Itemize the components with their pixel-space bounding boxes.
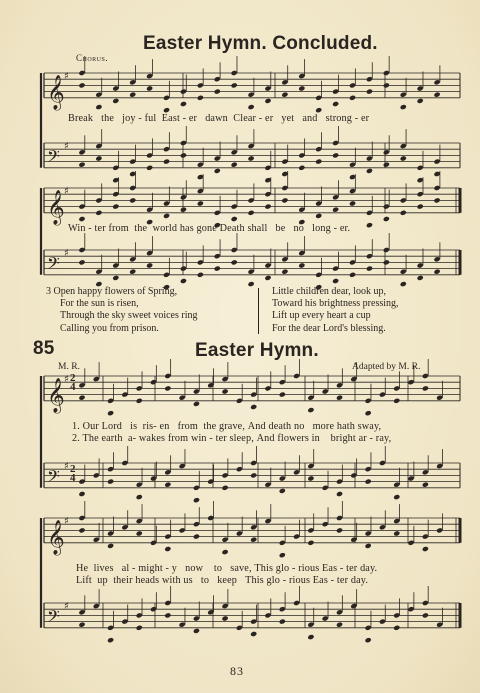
note-head [180, 101, 187, 107]
lyric: Death [219, 223, 245, 234]
note-head [248, 210, 255, 216]
lyric: day. [350, 575, 369, 586]
note-head [336, 491, 343, 497]
sharp-sign: ♯ [64, 461, 69, 472]
note-head [279, 392, 286, 398]
note-head [214, 266, 221, 272]
note-head [307, 407, 314, 413]
verse-line: Calling you from prison. [60, 322, 159, 334]
note-head [95, 155, 102, 161]
note-head [332, 152, 339, 158]
lyric: Lift [76, 575, 92, 586]
lyric: world [152, 223, 178, 234]
note-head [248, 104, 255, 110]
note-head [349, 272, 356, 278]
note-head [193, 497, 200, 503]
note-head [197, 95, 204, 101]
lyric: save, [230, 563, 252, 574]
note-head [332, 278, 339, 284]
note-head [298, 85, 305, 91]
lyric: heads [135, 575, 160, 586]
note-head [248, 155, 255, 161]
note-head [434, 197, 441, 203]
lyric: be [275, 223, 286, 234]
note-head [129, 269, 136, 275]
lyric: no [293, 421, 305, 432]
note-head [365, 637, 372, 643]
note-head [107, 543, 114, 549]
note-head [417, 98, 424, 104]
note-head [78, 527, 85, 533]
lyric: ter [336, 575, 349, 586]
system4-lyrics-line2 [76, 575, 368, 586]
lyric: to [200, 575, 210, 586]
note-head [307, 540, 314, 546]
note-head [214, 89, 221, 95]
lyric: ris- [142, 421, 157, 432]
verse3-left [46, 286, 197, 335]
bass-clef: 𝄢 [47, 605, 60, 630]
note-head [222, 388, 229, 394]
lyric: ter [94, 223, 106, 234]
note-head [264, 98, 271, 104]
verse-line: For the sun is risen, [60, 298, 139, 310]
lyric: - [165, 563, 170, 574]
note-head [383, 216, 390, 222]
lyric: up [97, 575, 108, 586]
sharp-sign: ♯ [64, 601, 69, 612]
note-head [222, 549, 229, 555]
lyric: Clear [233, 113, 257, 124]
note-head [279, 488, 286, 494]
note-head [281, 269, 288, 275]
note-head [400, 210, 407, 216]
lyric: al [121, 563, 130, 574]
author-right: Adapted by M. R. [352, 362, 421, 372]
lyric: a- [127, 433, 137, 444]
lyric: in [311, 433, 320, 444]
note-head [112, 204, 119, 210]
lyric: er [188, 113, 198, 124]
time-signature [70, 374, 76, 392]
lyric: and [302, 113, 318, 124]
lyric: And [247, 421, 266, 432]
lyric: joy [122, 113, 136, 124]
lyric: win [190, 433, 207, 444]
note-head [146, 85, 153, 91]
note-head [250, 537, 257, 543]
verse-line: For the dear Lord's blessing. [272, 322, 386, 334]
lyric: no [293, 223, 305, 234]
lyric: - [333, 223, 338, 234]
note-head [107, 637, 114, 643]
note-head [366, 89, 373, 95]
lyric: ful [144, 113, 157, 124]
time-sig-top: 2 [70, 463, 76, 475]
note-head [193, 628, 200, 634]
note-head [279, 552, 286, 558]
note-head [400, 155, 407, 161]
note-head [279, 619, 286, 625]
verse-divider [258, 288, 259, 334]
lyric: lives [93, 563, 114, 574]
note-head [164, 546, 171, 552]
time-sig-top: 2 [70, 372, 76, 384]
lyric: en [159, 421, 170, 432]
note-head [365, 410, 372, 416]
lyric: the [203, 421, 217, 432]
note-head [95, 210, 102, 216]
lyric: ar [358, 433, 367, 444]
hymn-title-concluded: Easter Hymn. Concluded. [143, 33, 378, 54]
note-head [434, 92, 441, 98]
note-head [336, 527, 343, 533]
note-head [193, 401, 200, 407]
note-head [332, 101, 339, 107]
note-head [250, 404, 257, 410]
note-head [136, 398, 143, 404]
lyric: This [254, 563, 274, 574]
note-head [393, 625, 400, 631]
lyric: from [177, 421, 198, 432]
note-head [231, 82, 238, 88]
note-head [422, 612, 429, 618]
lyric: y [171, 563, 178, 574]
system3-lyrics-line2 [72, 433, 391, 444]
note-head [136, 494, 143, 500]
bass-clef: 𝄢 [47, 145, 60, 170]
lyric: might [138, 563, 163, 574]
note-head [365, 543, 372, 549]
note-head [231, 162, 238, 168]
system1-lyrics-row [68, 113, 369, 124]
note-head [393, 398, 400, 404]
lyric: This [245, 575, 264, 586]
lyric: er. [339, 223, 351, 234]
note-head [222, 485, 229, 491]
note-head [78, 82, 85, 88]
note-head [349, 200, 356, 206]
sharp-sign: ♯ [64, 516, 69, 527]
verse-line: Little children dear, look up, [272, 286, 387, 297]
lyric: us [183, 575, 193, 586]
system4-lyrics-line1 [76, 563, 377, 574]
lyric: glo [275, 563, 290, 574]
lyric: yet [281, 113, 295, 124]
note-head [307, 634, 314, 640]
lyric: Eas [322, 563, 338, 574]
treble-clef: 𝄞 [47, 519, 65, 555]
treble-clef: 𝄞 [47, 74, 65, 110]
lyric: with [161, 575, 181, 586]
lyric: ray, [375, 433, 392, 444]
note-head [180, 207, 187, 213]
note-head [136, 530, 143, 536]
lyric: ter [346, 563, 358, 574]
note-head [250, 472, 257, 478]
note-head [417, 275, 424, 281]
lyric: rious [298, 563, 320, 574]
lyric: now [185, 563, 204, 574]
note-head [107, 479, 114, 485]
note-head [298, 165, 305, 171]
verse-line: Through the sky sweet voices ring [60, 310, 198, 322]
lyric: gone [196, 223, 217, 234]
note-head [383, 259, 390, 265]
lyric: - [258, 113, 263, 124]
note-head [349, 95, 356, 101]
note-head [383, 82, 390, 88]
note-head [78, 259, 85, 265]
hymn-title: Easter Hymn. [195, 340, 319, 361]
note-head [422, 482, 429, 488]
lyric: to [213, 563, 223, 574]
lyric: er [360, 113, 370, 124]
note-head [95, 104, 102, 110]
note-head [180, 278, 187, 284]
note-head [250, 631, 257, 637]
note-head [78, 162, 85, 168]
lyric: - [282, 575, 287, 586]
note-head [332, 207, 339, 213]
lyric: sway, [357, 421, 382, 432]
sharp-sign: ♯ [64, 374, 69, 385]
note-head [365, 479, 372, 485]
note-head [434, 269, 441, 275]
lyric: East [161, 113, 180, 124]
treble-clef: 𝄞 [47, 189, 65, 225]
lyric: day. [360, 563, 378, 574]
note-head [78, 622, 85, 628]
note-head [146, 165, 153, 171]
note-head [248, 281, 255, 287]
lyric: - [369, 433, 374, 444]
note-head [180, 152, 187, 158]
note-head [315, 213, 322, 219]
lyric: long [312, 223, 331, 234]
treble-clef: 𝄞 [47, 377, 65, 413]
note-head [393, 494, 400, 500]
lyric: Break [68, 113, 94, 124]
note-head [264, 204, 271, 210]
note-head [383, 162, 390, 168]
note-head [222, 615, 229, 621]
lyric: - [182, 113, 187, 124]
lyric: er [265, 113, 274, 124]
lyric: death [268, 421, 292, 432]
lyric: glo [266, 575, 281, 586]
lyric: flowers [277, 433, 309, 444]
note-head [197, 272, 204, 278]
hymn-number: 85 [33, 338, 55, 359]
lyric: - [291, 563, 296, 574]
note-head [400, 281, 407, 287]
note-head [163, 213, 170, 219]
lyric: hath [336, 421, 355, 432]
lyric: strong [325, 113, 352, 124]
lyric: - [138, 113, 142, 124]
lyric: Lord [101, 421, 123, 432]
lyric: Eas [312, 575, 328, 586]
note-head [129, 92, 136, 98]
verse3-right [272, 286, 399, 335]
note-head [164, 612, 171, 618]
sharp-sign: ♯ [64, 248, 69, 259]
lyric: wakes [138, 433, 166, 444]
lyric: - [354, 113, 359, 124]
note-head [281, 197, 288, 203]
system2-lyrics-row [68, 223, 350, 234]
note-head [366, 222, 373, 228]
lyric: from [167, 433, 189, 444]
lyric: - [209, 433, 213, 444]
note-head [146, 262, 153, 268]
note-head [164, 385, 171, 391]
note-head [112, 98, 119, 104]
lyric: - [330, 575, 335, 586]
note-head [315, 159, 322, 165]
bass-clef: 𝄢 [47, 252, 60, 277]
note-head [281, 92, 288, 98]
lyric: sleep, [229, 433, 254, 444]
lyric: Win [68, 223, 86, 234]
note-head [393, 530, 400, 536]
time-sig-bottom: 4 [70, 472, 76, 484]
note-head [366, 266, 373, 272]
lyric: the [134, 223, 148, 234]
lyric: grave, [218, 421, 246, 432]
verse-line: 3 Open happy flowers of Spring, [46, 286, 178, 297]
note-head [193, 534, 200, 540]
note-head [231, 216, 238, 222]
verse-line: Lift up every heart a cup [272, 310, 371, 322]
note-head [136, 625, 143, 631]
lyric: He [76, 563, 89, 574]
note-head [197, 200, 204, 206]
lyric: - [88, 223, 92, 234]
sharp-sign: ♯ [64, 186, 69, 197]
note-head [400, 104, 407, 110]
lyric: And [256, 433, 275, 444]
bass-clef: 𝄢 [47, 465, 60, 490]
lyric: ter [215, 433, 227, 444]
lyric: rious [288, 575, 311, 586]
note-head [264, 275, 271, 281]
lyric: is [130, 421, 138, 432]
lyric: from [108, 223, 129, 234]
note-head [214, 168, 221, 174]
lyric: the [101, 113, 115, 124]
verse-line: Toward his brightness pressing, [272, 298, 399, 310]
note-head [307, 475, 314, 481]
note-head [336, 622, 343, 628]
note-head [129, 197, 136, 203]
note-head [112, 275, 119, 281]
lyric: - [132, 563, 136, 574]
lyric: earth [101, 433, 123, 444]
note-head [422, 385, 429, 391]
lyric: bright [330, 433, 356, 444]
lyric: dawn [205, 113, 228, 124]
lyric: more [312, 421, 335, 432]
page-number: 83 [230, 664, 244, 678]
author-left: M. R. [58, 362, 80, 372]
note-head [78, 395, 85, 401]
lyric: 1. Our [72, 421, 99, 432]
sharp-sign: ♯ [64, 141, 69, 152]
lyric: their [113, 575, 133, 586]
note-head [366, 168, 373, 174]
lyric: shall [247, 223, 268, 234]
time-sig-bottom: 4 [70, 381, 76, 393]
time-signature-bass [70, 465, 76, 483]
sharp-sign: ♯ [64, 71, 69, 82]
note-head [417, 204, 424, 210]
note-head [107, 410, 114, 416]
lyric: 2. The [72, 433, 99, 444]
lyric: - [339, 563, 344, 574]
note-head [336, 395, 343, 401]
chorus-label: Chorus. [76, 53, 109, 63]
note-head [422, 546, 429, 552]
lyric: has [179, 223, 194, 234]
system3-lyrics-line1 [72, 421, 381, 432]
note-head [164, 482, 171, 488]
lyric: keep [217, 575, 238, 586]
note-head [231, 259, 238, 265]
note-head [78, 216, 85, 222]
note-head [78, 491, 85, 497]
note-head [163, 159, 170, 165]
note-head [298, 262, 305, 268]
